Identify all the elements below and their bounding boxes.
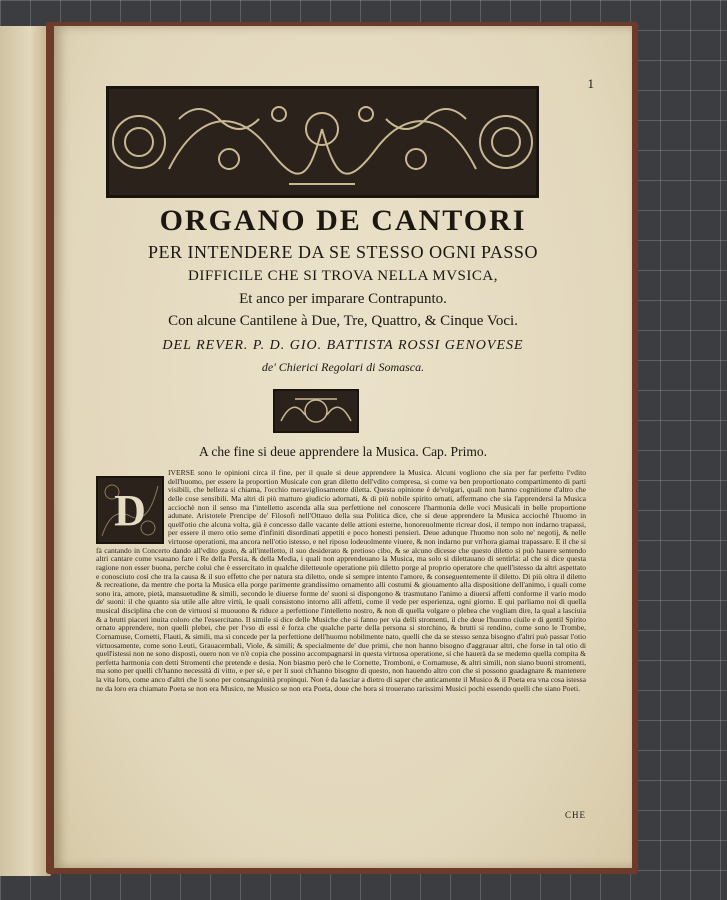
decorated-initial (96, 476, 164, 544)
subtitle-line-2: DIFFICILE CHE SI TROVA NELLA MVSICA, (188, 268, 498, 284)
book-title: ORGANO DE CANTORI (159, 204, 527, 237)
subtitle-line-1: PER INTENDERE DA SE STESSO OGNI PASSO (148, 242, 538, 262)
headpiece-ornament-image (109, 89, 536, 195)
body-paragraph: IVERSE sono le opinioni circa il fine, per il quale si deue apprendere la Musica. Alcuni vogliono che sia per far perfetto l'vdito dell'huomo, per essere la proportion Musicale con gran diletto dell'vdito compresa, si come va ben proportionato compartimento di parti visibili, che belleza si chiama, l'occhio meravigliosamente diletta. Questa opinione è de'volgari, quali non hanno cognitione d'altro che delle cose sensibili. Ma altri di più matturo giudicio adornati, & di più nobile spirito ornati, affermano che sia l'apprendersi la Musica acciochè non il senso ma l'intelletto ascenda alla sua perfettione nel conoscere l'harmonia delle voci Musicali in belle proportione adunate. Aristotele Prencipe de' Filosofi nell'Ottauo della sua Politica dice, che si deue apprendere la Musica acciochè l'huomo in quell'otio che alcuna volta, già è concesso dalle vacante delle attioni esterne, honoreuolmente ricrear dosi, il tempo non indarno trapassi, per essere il mero otio seme d'infiniti disordinati appetiti e poco honesti pensieri. Deue adunque l'huomo non solo ne' negotij, & nelle virtuose operationi, ma ancora nell'otio istesso, e nel riposo lodeuolmente viuere, & non indarno pur vn'hora giamai trapassare. E il che si fà cantando in Concerto dando all'vdito gusto, & all'intelletto, il suo desiderato & pretioso cibo, & se alcuno dicesse che questo diletto si può hauere sentendo altri cantare come vsauano fare i Re della Persia, & della Media, i quali non apprendeuano la Musica, ma solo si dilettauano di sentirla: al che si dice questa ragione non esser buona, perche colui che è essercitato in qualche diletteuole operatione più diletto porge al proprio operatore che quell'istesso da altri aspettato e conosciuto così che tra la causa & il suo effetto che per natura sta diletto, onde sì sempre intento l'amore, & conseguentemente il diletto. Di più oltra il diletto & recreatione, da mentre che porta la Musica ella porge parimente grandissimo ornamento alli costumi & giouamento alla dispositione dell'animo, i quali come sono ira, amore, pietà, mansuetudine & simili, secondo le diuerse forme de' suoni si dispongono & trasmutano l'animo a diuersi affetti conforme il vario modo de' suoni: il che quanto sia utile alle altre virtù, le quali consistono intorno alli affetti, come il vede per esperienza, ogni giorno. E qui parliamo noi di quella musical disciplina che con de virtuosi si muouono & riduce a perfettione l'intelletto nostro, & non di quella volgare o plebea che vogliam dire, la qual a lasciuia & a brutti piaceri inuita coloro che l'essercitano. Il simile si dice delle Musiche che si fanno per via delli stromenti, il che deue l'huomo ciuile e di gentil Spirito ornato apprendere, non quelli plebei, che per l'vso di essi è forza che qualche parte della persona si storchino, & brutti si rendino, come sono le Trombe, Cornamuse, Cornetti, Flauti, & simili, ma si concede per la perfettione dell'huomo nobilmente nato, quelli che da se stesso senza bisogno d'altri può passar l'otio virtuosamente, come sono Leuti, Grauacembali, Viole, & simili; & specialmente de' due primi, che non hanno bisogno d'aggrauar altri, che forse in tal otio di quell'istessi non ne sono disposti, ouero non ve n'è copia che possino accompagnarsi in questa virtuosa operatione, si che hauerà da se medemo quella compita & perfetta harmonia con detti Stromenti che pretende e desia. Non biasmo però che le Cornette, Tromboni, e Cornamuse, & altri simili, non siano buoni stromenti, ma sono per quelli ch'hanno necessità di vitto, e per sè, e per li suoi ch'hanno bisogno di questo, non hauendo altro con che si possono guadagnare & mantenere la vita loro, come anco d'altri che li sono per consanguinità propinqui. Non è da lasciar a dietro di saper che anticamente il Musico & il Poeta era vna cosa istessa ne da loro era chiamato Poeta se non era Musico, ne Musico se non era Poeta, doue che hora si trouerano rarissimi Musici pochi essendo quelli che siano Poeti. (96, 469, 586, 693)
printer-device-image (275, 391, 357, 431)
subtitle-line-3: Et anco per imparare Contrapunto. (239, 291, 447, 307)
subtitle-line-4: Con alcune Cantilene à Due, Tre, Quattro, & Cinque Voci. (168, 313, 518, 329)
catchword: CHE (565, 810, 586, 820)
chapter-body-text (96, 469, 586, 807)
page-number: 1 (587, 76, 594, 91)
woodcut-headpiece (106, 86, 539, 198)
author-line: DEL REVER. P. D. GIO. BATTISTA ROSSI GENOVESE (162, 338, 524, 353)
chapter-heading: A che fine si deue apprendere la Musica. Cap. Primo. (199, 444, 487, 459)
religious-order-line: de' Chierici Regolari di Somasca. (261, 360, 425, 374)
woodcut-printer-device (273, 389, 359, 433)
initial-letter: D (114, 485, 146, 535)
facing-page-edge (0, 26, 51, 876)
book-page (54, 26, 632, 868)
